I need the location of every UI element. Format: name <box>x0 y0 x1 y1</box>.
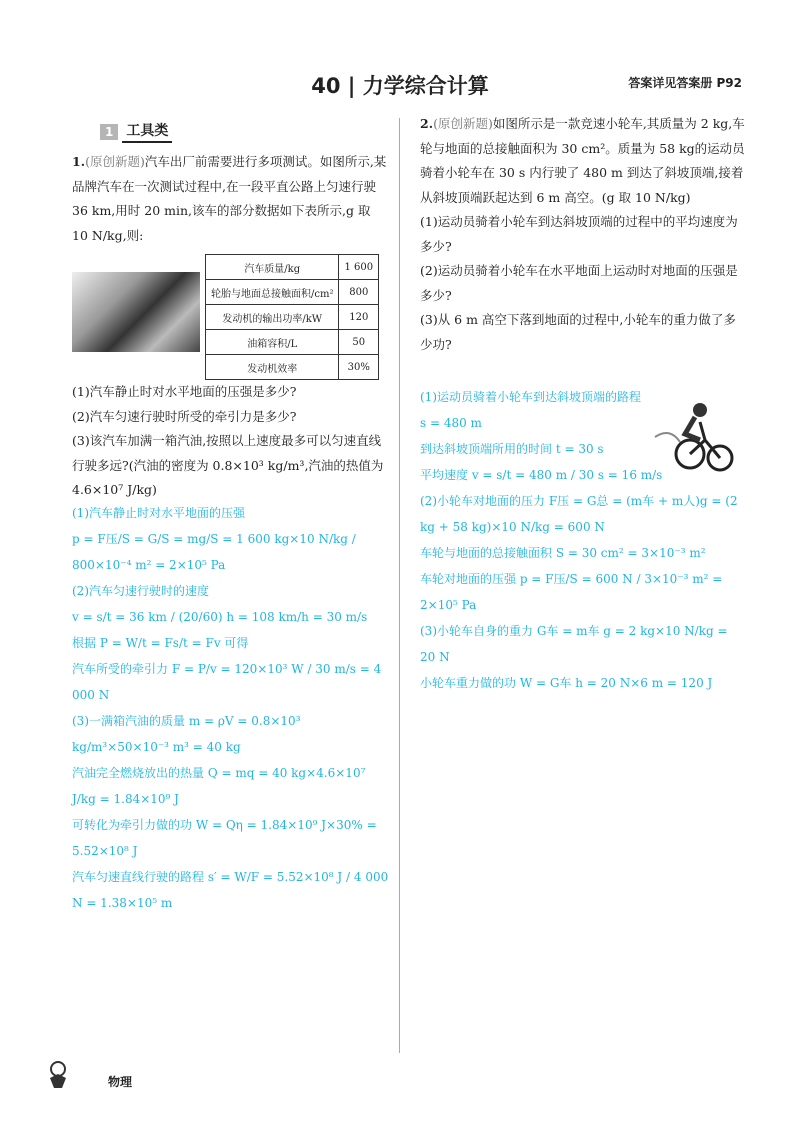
q2-answer-line: (3)小轮车自身的重力 G车 = m车 g = 2 kg×10 N/kg = 20 N <box>420 624 728 664</box>
table-row: 发动机的输出功率/kW 120 <box>206 305 379 330</box>
q1-sub2: (2)汽车匀速行驶时所受的牵引力是多少? <box>72 408 297 424</box>
car-test-photo <box>72 272 200 352</box>
question-1-answer <box>72 500 390 916</box>
q2-number: 2. <box>420 116 434 131</box>
q1-answer-line: 根据 P = W/t = Fs/t = Fv 可得 <box>72 636 249 650</box>
question-2-answer-cont <box>420 462 746 696</box>
footer-subject: 物理 <box>108 1075 133 1089</box>
page-title: 40 | 力学综合计算 <box>311 74 489 98</box>
answer-reference: 答案详见答案册 P92 <box>628 76 742 90</box>
question-1 <box>72 150 390 248</box>
q2-answer-line: 车轮对地面的压强 p = F压/S = 600 N / 3×10⁻³ m² = 2×10⁵ Pa <box>420 572 723 612</box>
section-number: 1 <box>100 124 118 140</box>
q1-answer-line: (2)汽车匀速行驶时的速度 <box>72 584 209 598</box>
q2-answer-line: 到达斜坡顶端所用的时间 t = 30 s <box>420 442 604 456</box>
pressure-formula: p = F压/S = G/S = mg/S = 1 600 kg×10 N/kg / 800×10⁻⁴ m² = 2×10⁵ Pa <box>72 532 356 572</box>
q2-sub2: (2)运动员骑着小轮车在水平地面上运动时对地面的压强是多少? <box>420 263 738 303</box>
q1-number: 1. <box>72 154 86 169</box>
q2-answer-line: 平均速度 v = s/t = 480 m / 30 s = 16 m/s <box>420 468 663 482</box>
question-1-parts <box>72 380 390 503</box>
q1-sub1: (1)汽车静止时对水平地面的压强是多少? <box>72 384 297 399</box>
q1-text: 汽车出厂前需要进行多项测试。如图所示,某品牌汽车在一次测试过程中,在一段平直公路上匀速行驶 36 km,用时 20 min,该车的部分数据如下表所示,g 取 10 N/kg,则: <box>72 154 387 243</box>
q1-answer-line: (1)汽车静止时对水平地面的压强 <box>72 506 245 520</box>
q1-answer-line: (3)一满箱汽油的质量 m = ρV = 0.8×10³ kg/m³×50×10⁻³ m³ = 40 kg <box>72 714 301 754</box>
q2-sub1: (1)运动员骑着小轮车到达斜坡顶端的过程中的平均速度为多少? <box>420 214 738 254</box>
mascot-icon <box>44 1060 72 1090</box>
q1-answer-line: 可转化为牵引力做的功 W = Qη = 1.84×10⁹ J×30% = 5.52×10⁸ J <box>72 818 377 858</box>
q2-sub3: (3)从 6 m 高空下落到地面的过程中,小轮车的重力做了多少功? <box>420 312 736 352</box>
q1-answer-line: 汽油完全燃烧放出的热量 Q = mq = 40 kg×4.6×10⁷ J/kg = 1.84×10⁹ J <box>72 766 366 806</box>
q2-answer-line: 小轮车重力做的功 W = G车 h = 20 N×6 m = 120 J <box>420 676 713 690</box>
q2-answer-line: (1)运动员骑着小轮车到达斜坡顶端的路程 s = 480 m <box>420 390 641 430</box>
car-spec-table <box>205 254 379 380</box>
q2-text: 如图所示是一款竞速小轮车,其质量为 2 kg,车轮与地面的总接触面积为 30 cm²。质量为 58 kg的运动员骑着小轮车在 30 s 内行驶了 480 m 到达了斜坡顶端,接着从斜坡顶端跃起达到 6 m 高空。(g 取 10 N/kg) <box>420 116 745 205</box>
q2-tag: (原创新题) <box>433 116 493 131</box>
q1-answer-line: 汽车所受的牵引力 F = P/v = 120×10³ W / 30 m/s = 4 000 N <box>72 662 382 702</box>
table-row: 发动机效率 30% <box>206 355 379 380</box>
table-row: 油箱容积/L 50 <box>206 330 379 355</box>
table-row: 轮胎与地面总接触面积/cm² 800 <box>206 280 379 305</box>
section-label: 工具类 <box>122 120 172 143</box>
question-2 <box>420 112 746 357</box>
column-divider <box>399 118 400 1053</box>
q2-answer-line: 车轮与地面的总接触面积 S = 30 cm² = 3×10⁻³ m² <box>420 546 706 560</box>
q2-answer-line: (2)小轮车对地面的压力 F压 = G总 = (m车 + m人)g = (2 kg + 58 kg)×10 N/kg = 600 N <box>420 494 738 534</box>
q1-sub3: (3)该汽车加满一箱汽油,按照以上速度最多可以匀速直线行驶多远?(汽油的密度为 0.8×10³ kg/m³,汽油的热值为 4.6×10⁷ J/kg) <box>72 433 384 497</box>
table-row: 汽车质量/kg 1 600 <box>206 255 379 280</box>
section-heading <box>100 120 172 143</box>
q1-answer-line: 汽车匀速直线行驶的路程 s′ = W/F = 5.52×10⁸ J / 4 000 N = 1.38×10⁵ m <box>72 870 389 910</box>
velocity-formula: v = s/t = 36 km / (20/60) h = 108 km/h = 30 m/s <box>72 610 368 624</box>
q1-tag: (原创新题) <box>85 154 145 169</box>
question-2-answer <box>420 384 646 462</box>
